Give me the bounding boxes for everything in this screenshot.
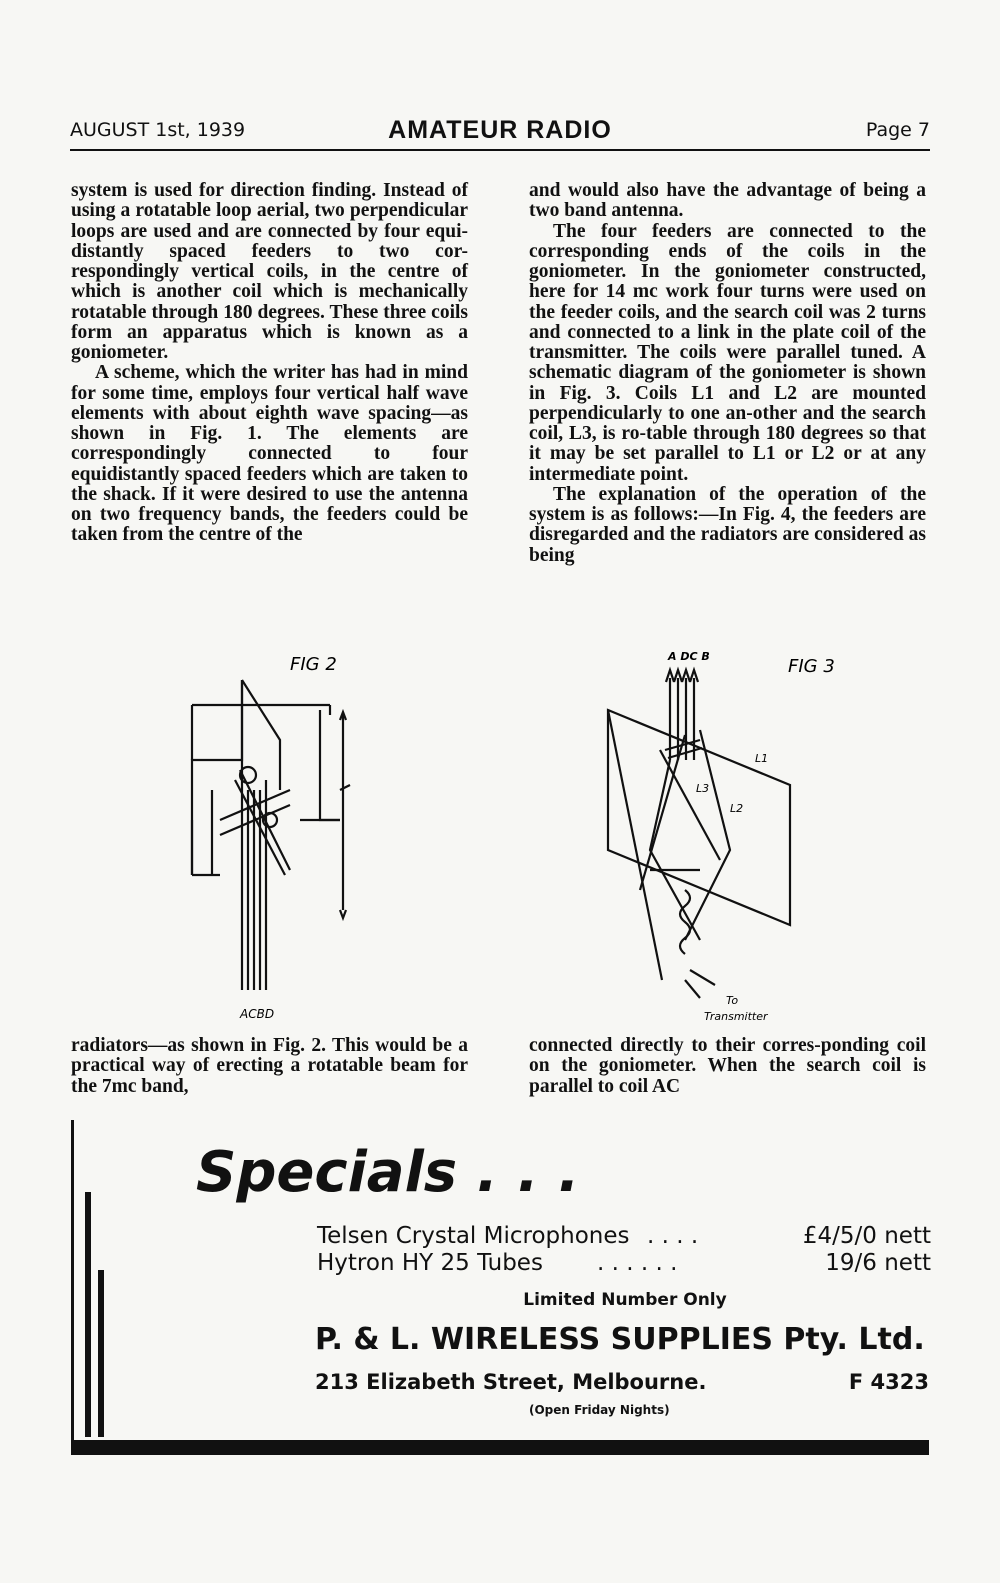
coil-l3-label: L3 <box>696 782 710 795</box>
ad-item-dots: . . . . . . <box>597 1250 678 1276</box>
right-column-top <box>529 181 926 566</box>
left-column-bottom <box>71 1036 468 1097</box>
ad-item-price: 19/6 nett <box>825 1250 931 1276</box>
ad-border-bottom <box>71 1440 929 1455</box>
coil-l2-label: L2 <box>730 802 744 815</box>
advertisement-box <box>71 1120 929 1455</box>
ad-item-name: Hytron HY 25 Tubes <box>317 1250 543 1276</box>
paragraph: The four feeders are connected to the corresponding ends of the coils in the goniometer. In the goniometer constructed, here for 14 mc work four turns were used on the feeder coils, and the search coil was 2 turns and connected to a link in the plate coil of the transmitter. The coils were parallel tuned. A schematic diagram of the goniometer is shown in Fig. 3. Coils L1 and L2 are mounted perpendicularly to one an-other and the search coil, L3, is ro-table through 180 degrees so that it may be set parallel to L1 or L2 or at any intermediate point. <box>529 220 926 485</box>
figure-2-caption: FIG 2 <box>290 654 337 675</box>
figure-3-caption: FIG 3 <box>788 656 835 677</box>
paragraph: and would also have the advantage of being a two band antenna. <box>529 180 926 222</box>
coil-l1-label: L1 <box>755 752 769 765</box>
paragraph: The explanation of the operation of the system is as follows:—In Fig. 4, the feeders are disregarded and the radiators are considered as being <box>529 483 926 566</box>
page-number: Page 7 <box>865 119 930 141</box>
paragraph: A scheme, which the writer has had in mind for some time, employs four vertical half wave elements with about eighth wave spacing—as shown in Fig. 1. The elements are correspondingly connected to four equidistantly spaced feeders which are taken to the shack. If it were desired to use the antenna on two frequency bands, the feeders could be taken from the centre of the <box>71 362 468 546</box>
ad-item <box>317 1223 931 1249</box>
header-rule <box>70 149 930 151</box>
transmitter-label: Transmitter <box>704 1010 768 1023</box>
to-label: To <box>726 994 739 1007</box>
paragraph: radiators—as shown in Fig. 2. This would be a practical way of erecting a rotatable beam for the 7mc band, <box>71 1035 468 1097</box>
ad-item-price: £4/5/0 nett <box>802 1223 931 1249</box>
ad-item-dots: . . . . <box>647 1223 699 1249</box>
ad-company-name: P. & L. WIRELESS SUPPLIES Pty. Ltd. <box>315 1322 925 1357</box>
ad-border-left <box>71 1120 74 1455</box>
ad-limited-note: Limited Number Only <box>523 1290 727 1310</box>
left-column-top <box>71 181 468 546</box>
issue-date: AUGUST 1st, 1939 <box>70 119 246 141</box>
paragraph: connected directly to their corres-ponding coil on the goniometer. When the search coil is parallel to coil AC <box>529 1035 926 1097</box>
ad-item-name: Telsen Crystal Microphones <box>317 1223 630 1249</box>
ad-heading: Specials . . . <box>196 1140 580 1205</box>
ad-bar <box>85 1192 91 1437</box>
ad-phone: F 4323 <box>848 1370 929 1394</box>
ad-address: 213 Elizabeth Street, Melbourne. <box>315 1370 707 1394</box>
right-column-bottom <box>529 1036 926 1097</box>
publication-title: AMATEUR RADIO <box>388 116 612 144</box>
figure-2-diagram <box>180 640 370 1030</box>
figure-2-feeder-label: ACBD <box>240 1007 275 1021</box>
figure-3-diagram <box>590 640 840 1030</box>
figure-3-feeder-label: A DC B <box>668 650 710 663</box>
ad-hours: (Open Friday Nights) <box>529 1403 670 1417</box>
ad-item <box>317 1250 931 1276</box>
paragraph: system is used for direction finding. Instead of using a rotatable loop aerial, two perpendicular loops are used and are connected by four equi-distantly spaced feeders to two cor-respondingly vertical coils, in the centre of which is another coil which is mechanically rotatable through 180 degrees. These three coils form an apparatus which is known as a goniometer. <box>71 180 468 363</box>
